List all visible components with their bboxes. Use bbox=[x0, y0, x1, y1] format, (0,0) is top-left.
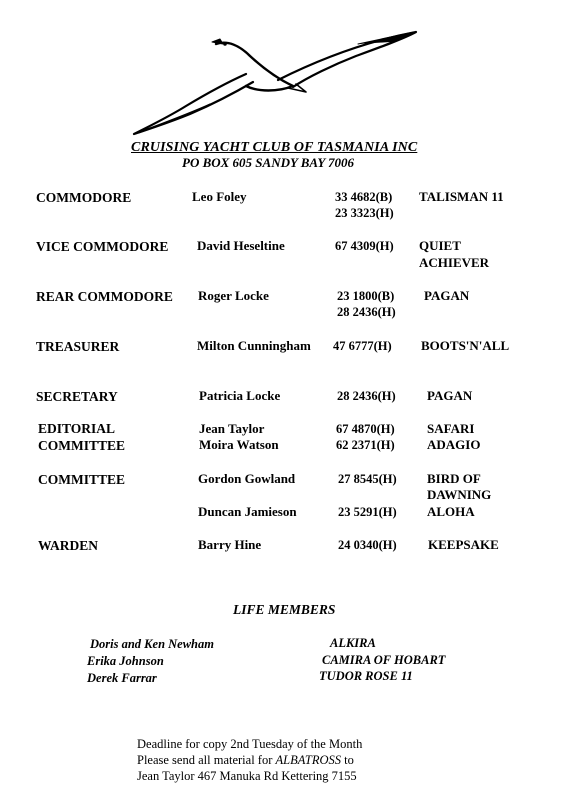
officer-phone: 62 2371(H) bbox=[336, 438, 395, 452]
deadline-note: Deadline for copy 2nd Tuesday of the Month bbox=[137, 737, 363, 751]
role-label: COMMODORE bbox=[36, 190, 132, 205]
submission-note bbox=[137, 753, 354, 768]
officer-boat: TALISMAN 11 bbox=[419, 189, 504, 204]
officer-name: Duncan Jamieson bbox=[198, 504, 297, 519]
officer-phone: 27 8545(H) bbox=[338, 472, 397, 486]
club-name: CRUISING YACHT CLUB OF TASMANIA INC bbox=[131, 140, 418, 155]
officer-name: Moira Watson bbox=[199, 437, 279, 452]
newsletter-name: ALBATROSS bbox=[275, 753, 342, 767]
submission-note-suffix: to bbox=[341, 753, 354, 767]
officer-boat: PAGAN bbox=[427, 388, 473, 403]
role-label: EDITORIAL bbox=[38, 421, 116, 436]
officer-phone: 33 4682(B) bbox=[335, 190, 393, 204]
officer-phone: 24 0340(H) bbox=[338, 538, 397, 552]
club-address: PO BOX 605 SANDY BAY 7006 bbox=[182, 155, 355, 170]
officer-name: Leo Foley bbox=[192, 189, 247, 204]
officer-boat: ADAGIO bbox=[427, 437, 481, 452]
officer-phone: 28 2436(H) bbox=[337, 305, 396, 319]
submission-note-prefix: Please send all material for bbox=[137, 753, 276, 767]
role-label: COMMITTEE bbox=[38, 472, 126, 487]
role-label: REAR COMMODORE bbox=[36, 289, 173, 304]
life-member-boat: ALKIRA bbox=[330, 636, 376, 650]
officer-name: Patricia Locke bbox=[199, 388, 281, 403]
officer-phone: 67 4870(H) bbox=[336, 422, 395, 436]
officer-boat: KEEPSAKE bbox=[428, 537, 499, 552]
officer-phone: 47 6777(H) bbox=[333, 339, 392, 353]
officer-name: Jean Taylor bbox=[199, 421, 265, 436]
officer-name: Barry Hine bbox=[198, 537, 262, 552]
officer-phone: 67 4309(H) bbox=[335, 239, 394, 253]
life-member-name: Erika Johnson bbox=[87, 654, 164, 668]
life-member-name: Doris and Ken Newham bbox=[90, 637, 214, 651]
officer-boat: PAGAN bbox=[424, 288, 470, 303]
officer-phone: 23 1800(B) bbox=[337, 289, 395, 303]
officer-name: Gordon Gowland bbox=[198, 471, 296, 486]
officer-boat: ALOHA bbox=[427, 504, 475, 519]
role-label: VICE COMMODORE bbox=[36, 239, 169, 254]
officer-boat: DAWNING bbox=[427, 487, 492, 502]
life-members-heading: LIFE MEMBERS bbox=[233, 602, 336, 617]
life-member-boat: TUDOR ROSE 11 bbox=[319, 669, 413, 683]
life-member-boat: CAMIRA OF HOBART bbox=[322, 653, 446, 667]
officer-boat: ACHIEVER bbox=[419, 255, 490, 270]
role-label: WARDEN bbox=[38, 538, 99, 553]
role-label: COMMITTEE bbox=[38, 438, 126, 453]
role-label: TREASURER bbox=[36, 339, 120, 354]
editor-address: Jean Taylor 467 Manuka Rd Kettering 7155 bbox=[137, 769, 357, 783]
officer-phone: 28 2436(H) bbox=[337, 389, 396, 403]
albatross-bird-icon bbox=[128, 22, 428, 140]
officer-phone: 23 5291(H) bbox=[338, 505, 397, 519]
officer-name: Roger Locke bbox=[198, 288, 269, 303]
officer-boat: SAFARI bbox=[427, 421, 475, 436]
officer-name: David Heseltine bbox=[197, 238, 285, 253]
life-member-name: Derek Farrar bbox=[87, 671, 157, 685]
officer-name: Milton Cunningham bbox=[197, 338, 311, 353]
role-label: SECRETARY bbox=[36, 389, 118, 404]
officer-boat: BOOTS'N'ALL bbox=[421, 338, 510, 353]
officer-boat: BIRD OF bbox=[427, 471, 481, 486]
officer-boat: QUIET bbox=[419, 238, 461, 253]
officer-phone: 23 3323(H) bbox=[335, 206, 394, 220]
